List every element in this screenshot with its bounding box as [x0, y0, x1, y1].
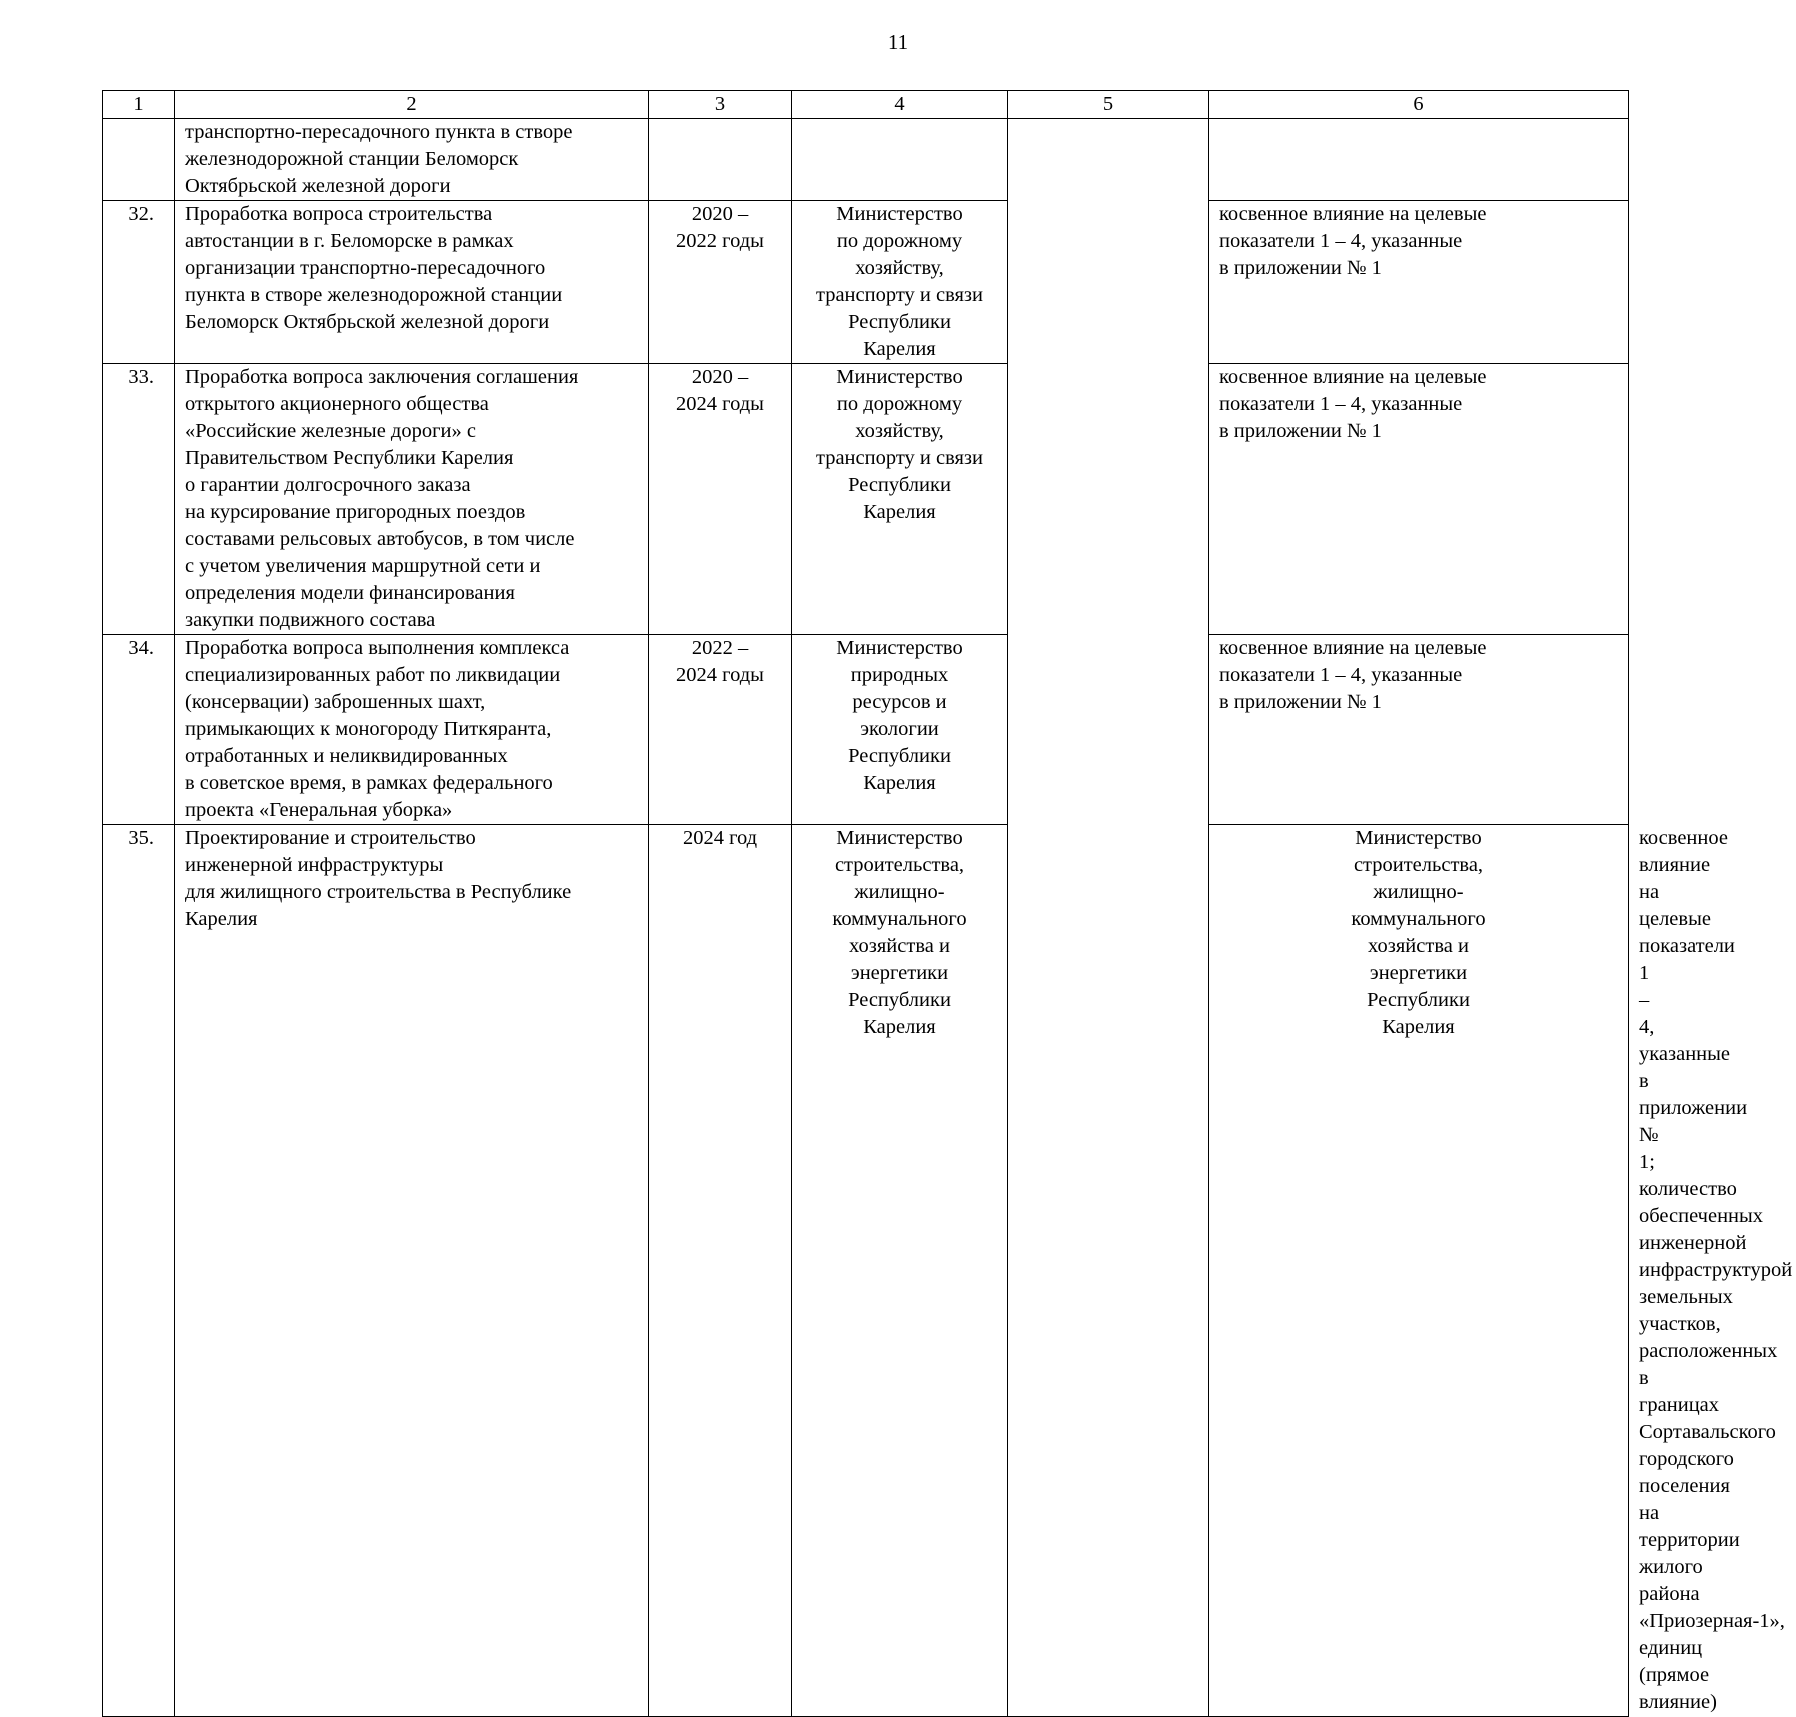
table-row [103, 201, 1629, 364]
participant-cell [1008, 119, 1209, 1717]
measure-cell: Проработка вопроса заключения соглашения открытого акционерного общества «Российские железные дороги» с Правительством Республики Карелия о гарантии долгосрочного заказа на курсирование пригородных поездов составами рельсовых автобусов, в том числе с учетом увеличения маршрутной сети и определения модели финансирования закупки подвижного состава [175, 364, 649, 635]
responsible-cell: Министерство по дорожному хозяйству, транспорту и связи Республики Карелия [792, 201, 1008, 364]
indicators-cell: косвенное влияние на целевые показатели 1 – 4, указанные в приложении № 1 [1209, 635, 1629, 825]
column-header: 1 [103, 91, 175, 119]
responsible-cell: Министерство природных ресурсов и экологии Республики Карелия [792, 635, 1008, 825]
row-number [103, 119, 175, 201]
responsible-cell: Министерство по дорожному хозяйству, транспорту и связи Республики Карелия [792, 364, 1008, 635]
column-header: 4 [792, 91, 1008, 119]
measure-cell: Проектирование и строительство инженерной инфраструктуры для жилищного строительства в Республике Карелия [175, 825, 649, 1717]
indicators-cell: косвенное влияние на целевые показатели 1 – 4, указанные в приложении № 1 [1209, 201, 1629, 364]
column-header: 6 [1209, 91, 1629, 119]
table-row [103, 364, 1629, 635]
column-header: 3 [649, 91, 792, 119]
period-cell: 2022 – 2024 годы [649, 635, 792, 825]
row-number: 33. [103, 364, 175, 635]
period-cell: 2024 год [649, 825, 792, 1717]
row-number: 34. [103, 635, 175, 825]
row-number: 32. [103, 201, 175, 364]
column-header: 2 [175, 91, 649, 119]
measures-table [102, 90, 1793, 1717]
table-row: 35. Проектирование и строительство инженерной инфраструктуры для жилищного строительства в Республике Карелия 2024 год Министерство строительства, жилищно- коммунального хозяйства и энергетики Республики Карелия Министерство строительства, жилищно- коммунального хозяйства и энергетики Республики Карелия косвенное влияние на целевые показатели 1 – 4, указанные в приложении № 1; количество обеспеченных инженерной инфраструктурой земельных участков, расположенных в границах Сортавальского городского поселения на территории жилого района «Приозерная-1», единиц (прямое влияние) [103, 825, 1629, 1717]
table-row [103, 119, 1629, 201]
measure-cell: Проработка вопроса выполнения комплекса специализированных работ по ликвидации (консервации) заброшенных шахт, примыкающих к моногороду Питкяранта, отработанных и неликвидированных в советское время, в рамках федерального проекта «Генеральная уборка» [175, 635, 649, 825]
indicators-cell: косвенное влияние на целевые показатели 1 – 4, указанные в приложении № 1 [1209, 364, 1629, 635]
indicators-cell [1209, 119, 1629, 201]
participant-cell: Министерство строительства, жилищно- коммунального хозяйства и энергетики Республики Карелия [1209, 825, 1629, 1717]
period-cell: 2020 – 2022 годы [649, 201, 792, 364]
period-cell [649, 119, 792, 201]
measure-cell: транспортно-пересадочного пункта в створе железнодорожной станции Беломорск Октябрьской железной дороги [175, 119, 649, 201]
table-header-row [103, 91, 1629, 119]
responsible-cell: Министерство строительства, жилищно- коммунального хозяйства и энергетики Республики Карелия [792, 825, 1008, 1717]
period-cell: 2020 – 2024 годы [649, 364, 792, 635]
responsible-cell [792, 119, 1008, 201]
table-row [103, 635, 1629, 825]
row-number: 35. [103, 825, 175, 1717]
measure-cell: Проработка вопроса строительства автостанции в г. Беломорске в рамках организации транспортно-пересадочного пункта в створе железнодорожной станции Беломорск Октябрьской железной дороги [175, 201, 649, 364]
column-header: 5 [1008, 91, 1209, 119]
page-number: 11 [887, 30, 909, 54]
